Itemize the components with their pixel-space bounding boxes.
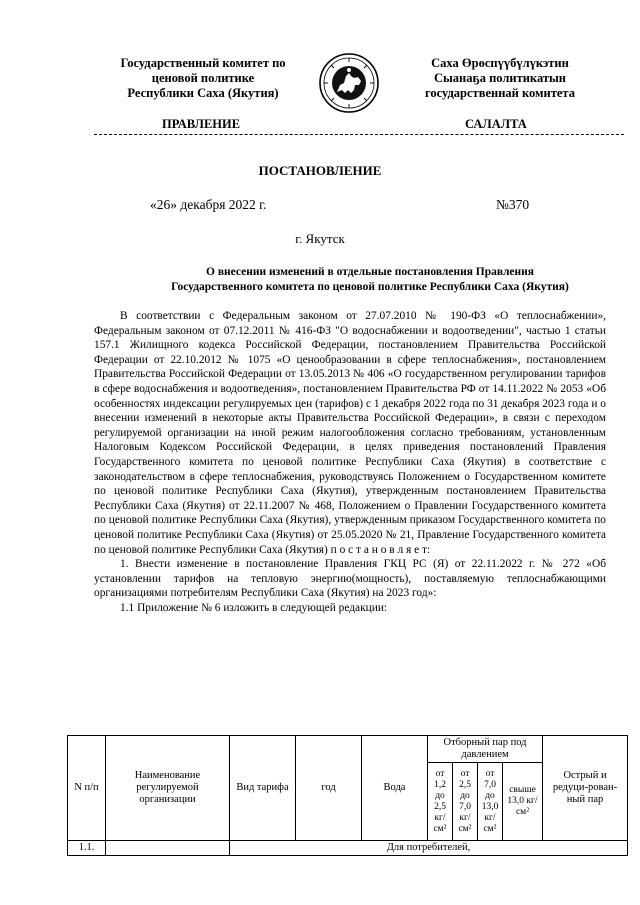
tariff-table <box>67 735 628 856</box>
row-number-cell: 1.1. <box>68 841 106 856</box>
col-header-organization: Наименование регулируемой организации <box>106 736 230 841</box>
row-org-cell <box>106 841 230 856</box>
col-header-steam-1: от 1,2 до 2,5 кг/см² <box>428 763 453 841</box>
col-header-water: Вода <box>362 736 428 841</box>
document-type: ПОСТАНОВЛЕНИЕ <box>258 163 382 178</box>
heading-line: О внесении изменений в отдельные постановления Правления <box>206 266 534 278</box>
col-header-steam-3: от 7,0 до 13,0 кг/см² <box>478 763 503 841</box>
col-header-steam-4: свыше 13,0 кг/ см² <box>503 763 543 841</box>
document-body <box>94 309 606 615</box>
issuer-name-ru <box>92 56 314 101</box>
col-header-tariff-kind: Вид тарифа <box>230 736 296 841</box>
issuer-line: ценовой политике <box>151 71 255 85</box>
issuer-line: Государственный комитет по <box>120 56 286 70</box>
header-divider <box>94 134 624 135</box>
item-1-paragraph: 1. Внести изменение в постановление Правления ГКЦ РС (Я) от 22.11.2022 г. № 272 «Об установлении тарифов на тепловую энергию(мощность), поставляемую теплоснабжающими организациями потребителям Республики Саха (Якутия) на 2023 год»: <box>94 558 606 600</box>
issuer-line: Сыанаҕа политикатын <box>434 71 566 85</box>
issuer-line: Республики Саха (Якутия) <box>127 86 279 100</box>
board-label-sakha: САЛАЛТА <box>465 117 527 131</box>
issuer-line: государственнай комитета <box>425 86 575 100</box>
col-header-sharp-steam: Острый и редуци-рован-ный пар <box>543 736 628 841</box>
preamble-paragraph: В соответствии с Федеральным законом от 27.07.2010 № 190-ФЗ «О теплоснабжении», Федеральным законом от 07.12.2011 № 416-ФЗ "О водоснабжении и водоотведении", частью 1 статьи 157.1 Жилищного кодекса Российской Федерации, постановлением Правительства Российской Федерации от 22.10.2012 № 1075 «О ценообразовании в сфере теплоснабжения», постановлением Правительства Российской Федерации от 13.05.2013 № 406 «О государственном регулировании тарифов в сфере водоснабжения и водоотведения», постановлением Правительства РФ от 14.11.2022 № 2053 «Об особенностях индексации регулируемых цен (тарифов) с 1 декабря 2022 года по 31 декабря 2023 года и о внесении изменений в некоторые акты Правительства Российской Федерации», в связи с переходом регулируемой организации на иной режим налогообложения согласно требованиям, установленным Налоговым Кодексом Российской Федерации, в целях приведения постановлений Правления Государственного комитета по ценовой политике Республики Саха (Якутия) в соответствие с законодательством в сфере теплоснабжения, руководствуясь Положением о Государственном комитете по ценовой политике Республики Саха (Якутия), утвержденным постановлением Правительства Республики Саха (Якутия) от 22.11.2007 № 468, Положением о Правлении Государственного комитета по ценовой политике Республики Саха (Якутия), утвержденным приказом Государственного комитета по ценовой политике Республики Саха (Якутия) от 25.05.2020 № 21, Правление Государственного комитета по ценовой политике Республики Саха (Якутия) п о с т а н о в л я е т: <box>94 310 606 556</box>
heading-line: Государственного комитета по ценовой политике Республики Саха (Якутия) <box>171 281 569 293</box>
board-label-ru: ПРАВЛЕНИЕ <box>162 117 241 131</box>
col-header-steam-2: от 2,5 до 7,0 кг/см² <box>453 763 478 841</box>
document-heading <box>150 265 590 295</box>
col-header-number: N п/п <box>68 736 106 841</box>
coat-of-arms-emblem-icon <box>318 52 380 114</box>
table-row <box>68 841 628 856</box>
table-header-row <box>68 736 628 763</box>
item-1-1-paragraph: 1.1 Приложение № 6 изложить в следующей редакции: <box>120 601 388 614</box>
col-header-year: год <box>296 736 362 841</box>
document-date: «26» декабря 2022 г. <box>150 197 267 212</box>
row-text-cell: Для потребителей, <box>230 841 628 856</box>
document-number: №370 <box>496 197 530 212</box>
issuer-line: Саха Өрөспүүбүлүкэтин <box>431 56 569 70</box>
col-header-steam-group: Отборный пар под давлением <box>428 736 543 763</box>
document-city: г. Якутск <box>295 231 345 246</box>
issuer-name-sakha <box>395 56 605 101</box>
